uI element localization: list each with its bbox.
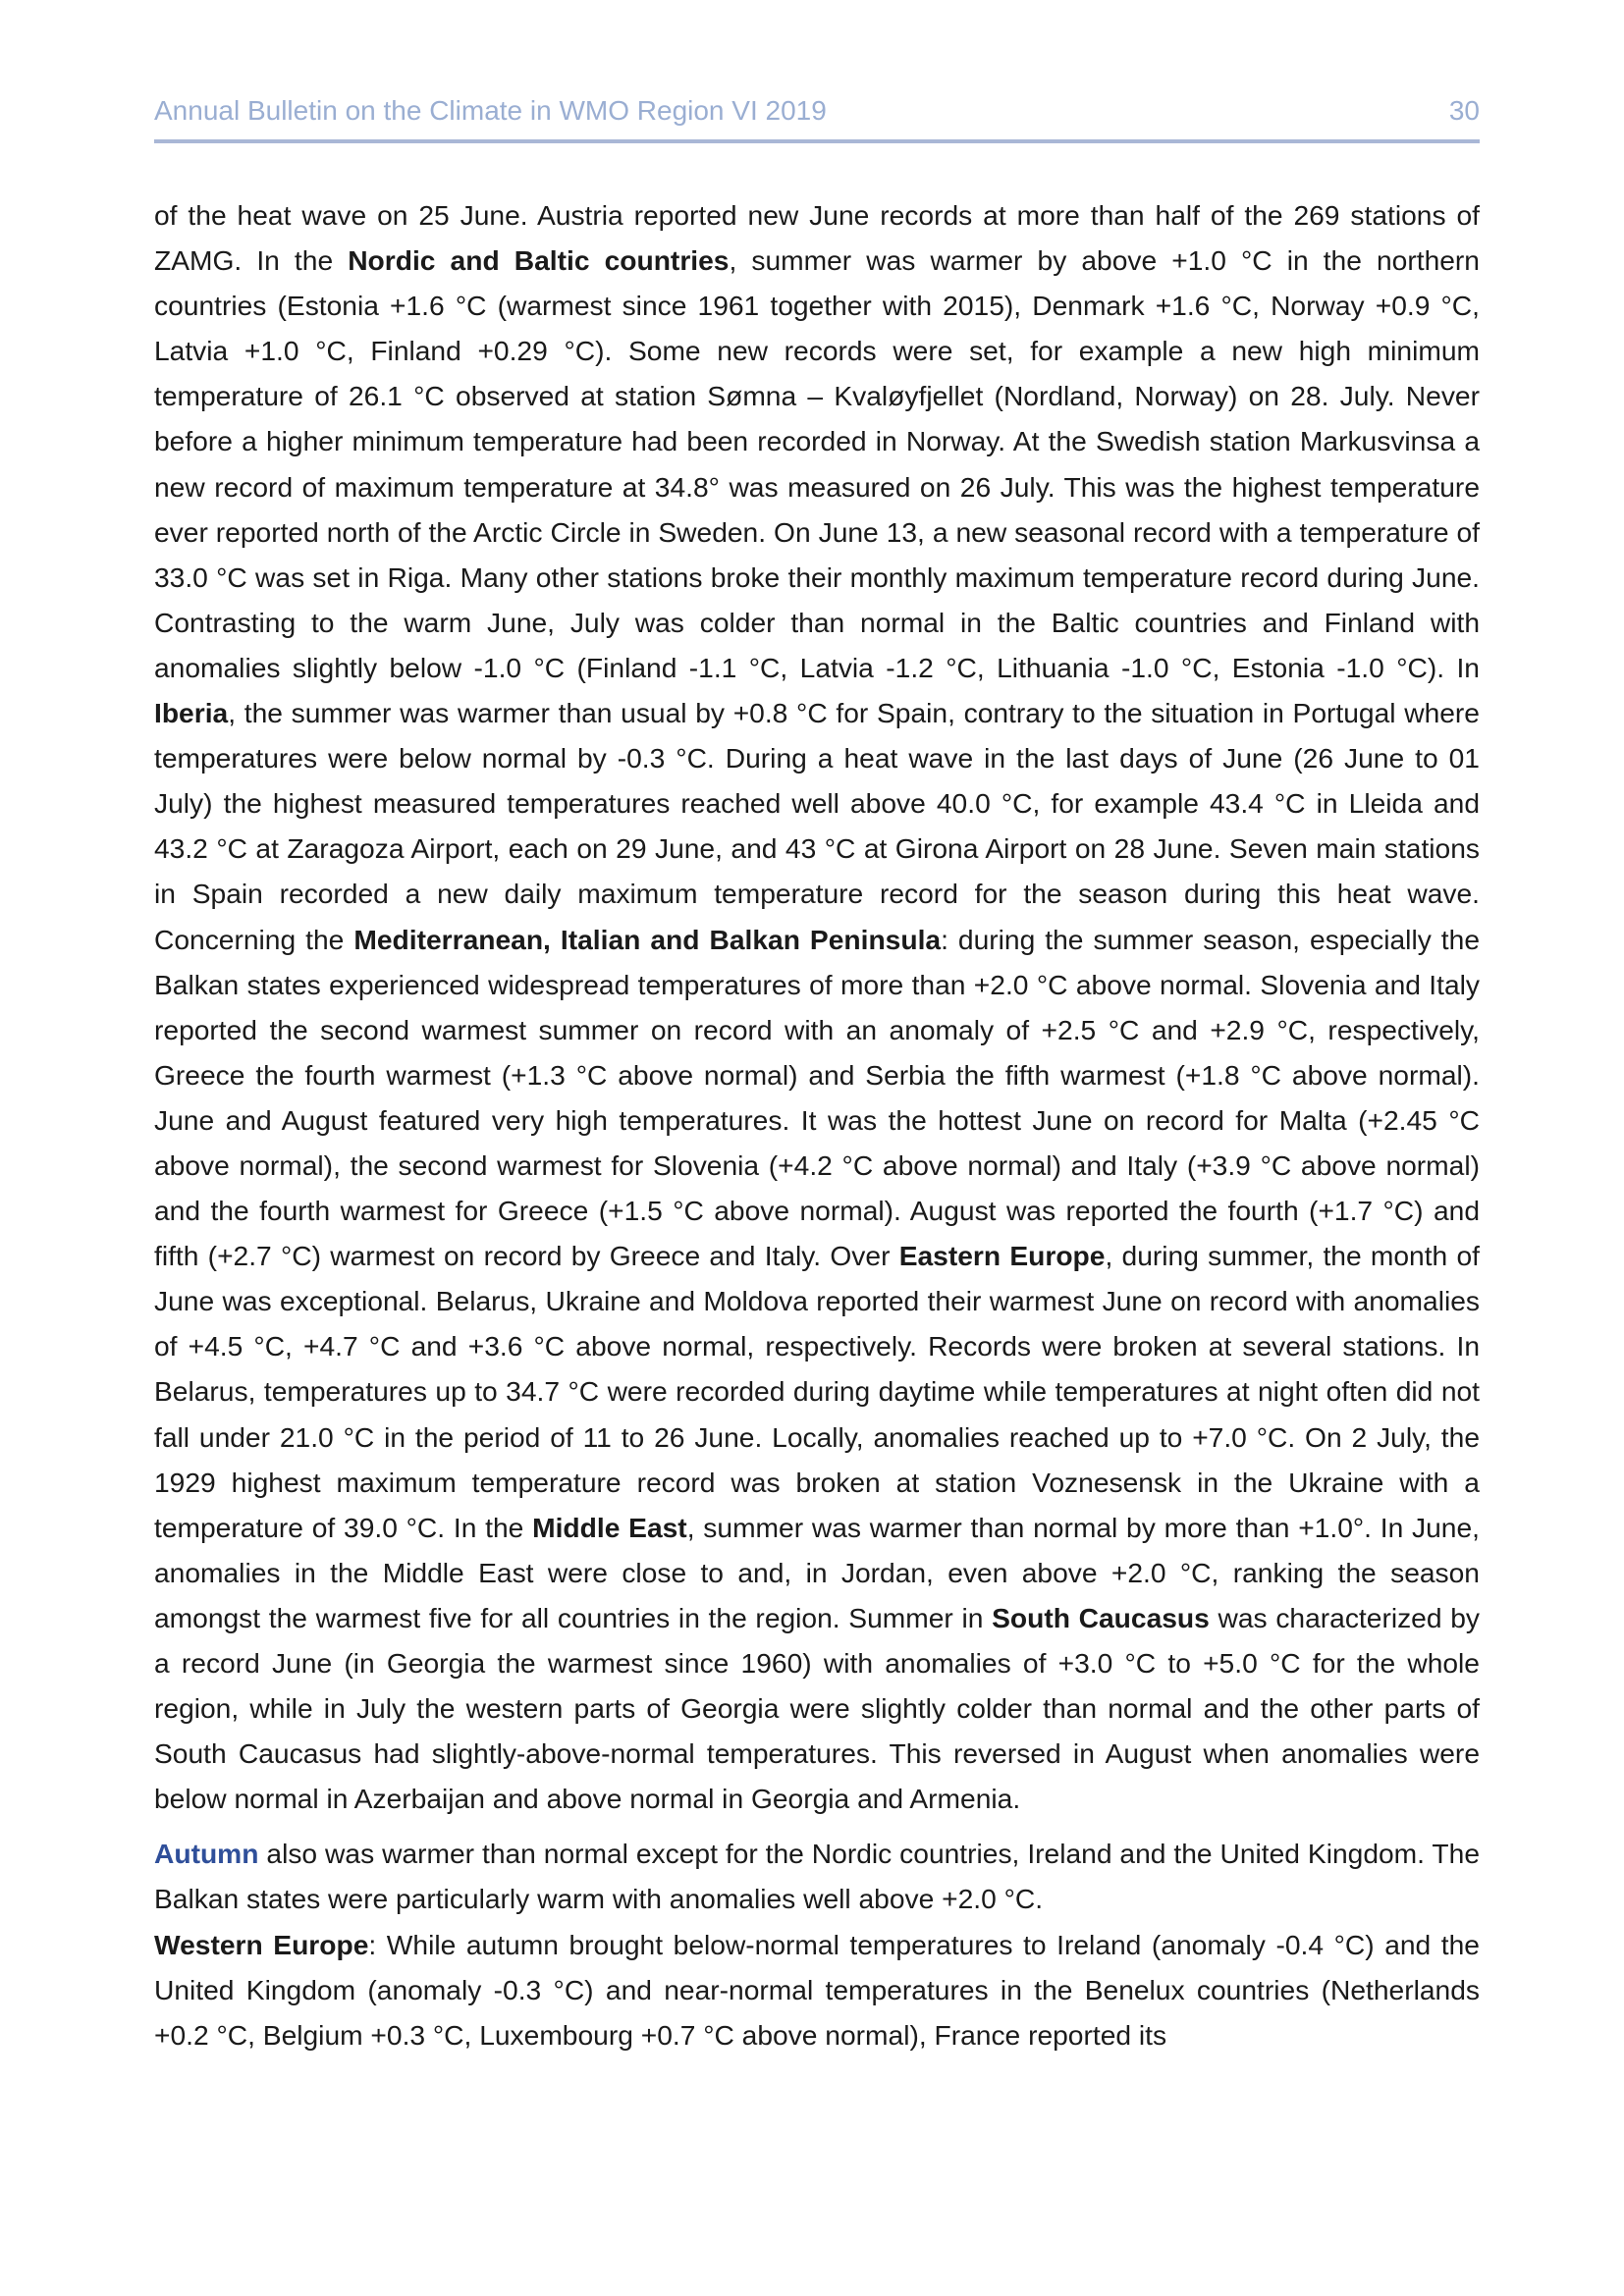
text-run: , summer was warmer than normal by more than +1.0°. In June, anomalies in the Middle East were close to and, in Jordan, even above +2.0 °C, ranking the season amongst the warmest five for all countries in the region. Summer in	[154, 1511, 1480, 1633]
paragraph-autumn	[154, 1831, 1480, 1921]
text-run: : during the summer season, especially the Balkan states experienced widespread temperatures of more than +2.0 °C above normal. Slovenia and Italy reported the second warmest summer on record with an anomaly of +2.5 °C and +2.9 °C, respectively, Greece the fourth warmest (+1.3 °C above normal) and Serbia the fifth warmest (+1.8 °C above normal). June and August featured very high temperatures. It was the hottest June on record for Malta (+2.45 °C above normal), the second warmest for Slovenia (+4.2 °C above normal) and Italy (+3.9 °C above normal) and the fourth warmest for Greece (+1.5 °C above normal). August was reported the fourth (+1.7 °C) and fifth (+2.7 °C) warmest on record by Greece and Italy. Over	[154, 923, 1480, 1272]
season-heading-autumn: Autumn	[154, 1838, 259, 1870]
text-run: , during summer, the month of June was exceptional. Belarus, Ukraine and Moldova reported their warmest June on record with anomalies of +4.5 °C, +4.7 °C and +3.6 °C above normal, respectively. Records were broken at several stations. In Belarus, temperatures up to 34.7 °C were recorded during daytime while temperatures at night often did not fall under 21.0 °C in the period of 11 to 26 June. Locally, anomalies reached up to +7.0 °C. On 2 July, the 1929 highest maximum temperature record was broken at station Voznesensk in the Ukraine with a temperature of 39.0 °C. In the	[154, 1240, 1480, 1543]
text-run: , summer was warmer by above +1.0 °C in the northern countries (Estonia +1.6 °C (warmest since 1961 together with 2015), Denmark +1.6 °C, Norway +0.9 °C, Latvia +1.0 °C, Finland +0.29 °C). Some new records were set, for example a new high minimum temperature of 26.1 °C observed at station Sømna – Kvaløyfjellet (Nordland, Norway) on 28. July. Never before a higher minimum temperature had been recorded in Norway. At the Swedish station Markusvinsa a new record of maximum temperature at 34.8° was measured on 26 July. This was the highest temperature ever reported north of the Arctic Circle in Sweden. On June 13, a new seasonal record with a temperature of 33.0 °C was set in Riga. Many other stations broke their monthly maximum temperature record during June. Contrasting to the warm June, July was colder than normal in the Baltic countries and Finland with anomalies slightly below -1.0 °C (Finland -1.1 °C, Latvia -1.2 °C, Lithuania -1.0 °C, Estonia -1.0 °C). In	[154, 244, 1480, 683]
text-run: , the summer was warmer than usual by +0.8 °C for Spain, contrary to the situation in Portugal where temperatures were below normal by -0.3 °C. During a heat wave in the last days of June (26 June to 01 July) the highest measured temperatures reached well above 40.0 °C, for example 43.4 °C in Lleida and 43.2 °C at Zaragoza Airport, each on 29 June, and 43 °C at Girona Airport on 28 June. Seven main stations in Spain recorded a new daily maximum temperature record for the season during this heat wave. Concerning the	[154, 697, 1480, 955]
region-heading-mediterranean: Mediterranean, Italian and Balkan Peninsula	[353, 923, 942, 955]
paragraph-summer	[154, 192, 1480, 1821]
region-heading-nordic-baltic: Nordic and Baltic countries	[348, 244, 730, 277]
region-heading-south-caucasus: South Caucasus	[992, 1601, 1210, 1633]
body-text	[154, 192, 1480, 2057]
region-heading-iberia: Iberia	[154, 697, 229, 729]
paragraph-western-europe	[154, 1922, 1480, 2057]
region-heading-middle-east: Middle East	[532, 1511, 687, 1543]
page-number: 30	[1448, 95, 1480, 126]
text-run: also was warmer than normal except for the Nordic countries, Ireland and the United Kingdom. The Balkan states were particularly warm with anomalies well above +2.0 °C.	[154, 1838, 1480, 1915]
region-heading-eastern-europe: Eastern Europe	[898, 1240, 1106, 1272]
text-run: : While autumn brought below-normal temperatures to Ireland (anomaly -0.4 °C) and the United Kingdom (anomaly -0.3 °C) and near-normal temperatures in the Benelux countries (Netherlands +0.2 °C, Belgium +0.3 °C, Luxembourg +0.7 °C above normal), France reported its	[154, 1928, 1480, 2051]
text-run: was characterized by a record June (in Georgia the warmest since 1960) with anomalies of +3.0 °C to +5.0 °C for the whole region, while in July the western parts of Georgia were slightly colder than normal and the other parts of South Caucasus had slightly-above-normal temperatures. This reversed in August when anomalies were below normal in Azerbaijan and above normal in Georgia and Armenia.	[154, 1601, 1480, 1815]
region-heading-western-europe: Western Europe	[154, 1928, 369, 1960]
text-run: of the heat wave on 25 June. Austria reported new June records at more than half of the 269 stations of ZAMG. In the	[154, 199, 1480, 277]
running-header-title: Annual Bulletin on the Climate in WMO Region VI 2019	[154, 95, 827, 126]
page-header	[154, 94, 1480, 143]
